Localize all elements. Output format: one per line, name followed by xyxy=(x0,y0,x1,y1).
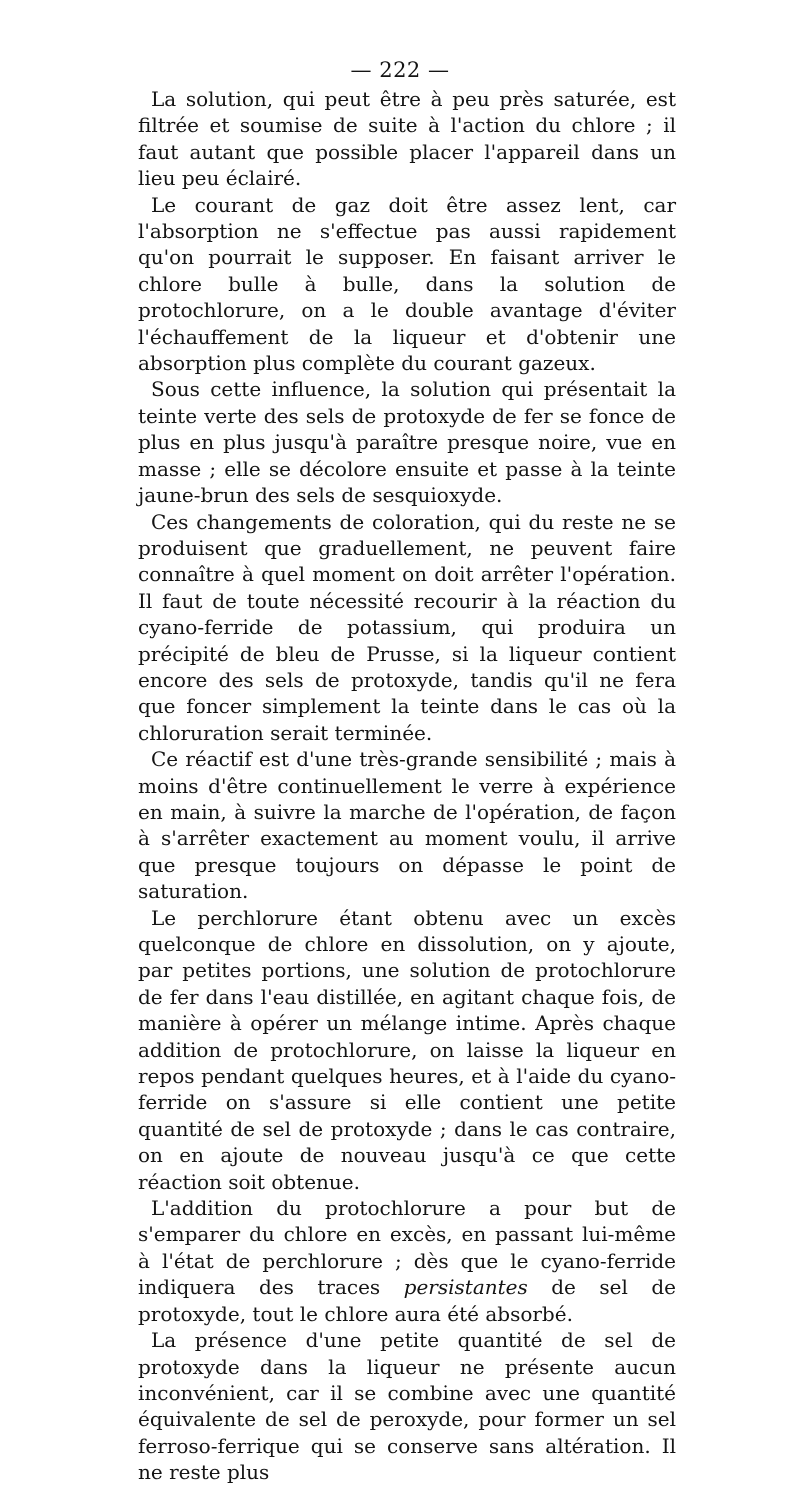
paragraph-7-text-after: de sel de protoxyde, tout le chlore aura été absorbé. xyxy=(138,1275,676,1326)
paragraph-1: La solution, qui peut être à peu près saturée, est filtrée et soumise de suite à l'action du chlore ; il faut autant que possible placer l'appareil dans un lieu peu éclairé. xyxy=(138,87,676,191)
paragraph-7 xyxy=(138,1195,676,1327)
paragraph-8: La présence d'une petite quantité de sel de protoxyde dans la liqueur ne présente aucun inconvénient, car il se combine avec une quantité équivalente de sel de peroxyde, pour former un sel ferroso-ferrique qui se conserve sans altération. Il ne reste plus xyxy=(138,1328,676,1485)
paragraph-7-emphasis: persistantes xyxy=(403,1275,528,1300)
paragraph-4: Ces changements de coloration, qui du reste ne se produisent que graduellement, ne peuvent faire connaître à quel moment on doit arrêter l'opération. Il faut de toute nécessité recourir à la réaction du cyano-ferride de potassium, qui produira un précipité de bleu de Prusse, si la liqueur contient encore des sels de protoxyde, tandis qu'il ne fera que foncer simplement la teinte dans le cas où la chloruration serait terminée. xyxy=(138,509,676,745)
paragraph-7-text-before: L'addition du protochlorure a pour but de s'emparer du chlore en excès, en passant lui-même à l'état de perchlorure ; dès que le cyano-ferride indiquera des traces xyxy=(138,1196,676,1300)
body-text xyxy=(138,86,676,1486)
paragraph-6: Le perchlorure étant obtenu avec un excès quelconque de chlore en dissolution, on y ajoute, par petites portions, une solution de protochlorure de fer dans l'eau distillée, en agitant chaque fois, de manière à opérer un mélange intime. Après chaque addition de protochlorure, on laisse la liqueur en repos pendant quelques heures, et à l'aide du cyano-ferride on s'assure si elle contient une petite quantité de sel de protoxyde ; dans le cas contraire, on en ajoute de nouveau jusqu'à ce que cette réaction soit obtenue. xyxy=(138,905,676,1194)
paragraph-2: Le courant de gaz doit être assez lent, car l'absorption ne s'effectue pas aussi rapidement qu'on pourrait le supposer. En faisant arriver le chlore bulle à bulle, dans la solution de protochlorure, on a le double avantage d'éviter l'échauffement de la liqueur et d'obtenir une absorption plus complète du courant gazeux. xyxy=(138,192,676,376)
paragraph-5: Ce réactif est d'une très-grande sensibilité ; mais à moins d'être continuellement le verre à expérience en main, à suivre la marche de l'opération, de façon à s'arrêter exactement au moment voulu, il arrive que presque toujours on dépasse le point de saturation. xyxy=(138,747,676,904)
page-number: — 222 — xyxy=(350,58,450,82)
paragraph-3: Sous cette influence, la solution qui présentait la teinte verte des sels de protoxyde de fer se fonce de plus en plus jusqu'à paraître presque noire, vue en masse ; elle se décolore ensuite et passe à la teinte jaune-brun des sels de sesquioxyde. xyxy=(138,377,676,508)
